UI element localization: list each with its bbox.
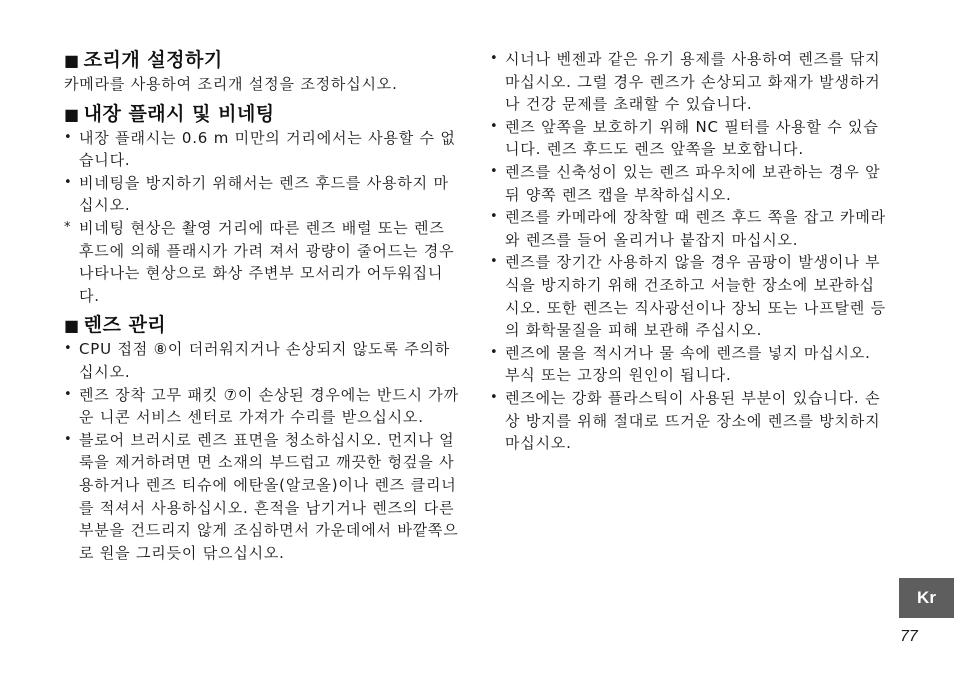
bullet-list — [490, 48, 890, 455]
bullet-marker: • — [490, 163, 499, 179]
bullet-list — [64, 127, 462, 308]
bullet-marker: • — [490, 118, 499, 134]
square-bullet-icon: ■ — [64, 316, 80, 336]
bullet-marker: • — [64, 431, 73, 447]
note-item: * 비네팅 현상은 촬영 거리에 따른 렌즈 배럴 또는 렌즈 후드에 의해 플래시가 가려 져서 광량이 줄어드는 경우 나타나는 현상으로 화상 주변부 모서리가 어두워집니다. — [64, 218, 455, 305]
section-lead-text: 카메라를 사용하여 조리개 설정을 조정하십시오. — [64, 75, 398, 93]
bullet-marker: • — [64, 174, 73, 190]
list-item: • 렌즈 앞쪽을 보호하기 위해 NC 필터를 사용할 수 있습니다. 렌즈 후드도 렌즈 앞쪽을 보호합니다. — [490, 117, 879, 159]
square-bullet-icon: ■ — [64, 104, 80, 124]
list-item: • 블로어 브러시로 렌즈 표면을 청소하십시오. 먼지나 얼룩을 제거하려면 면 소재의 부드럽고 깨끗한 헝겊을 사용하거나 렌즈 티슈에 에탄올(알코올)이나 렌즈 클리너를 적셔서 사용하십시오. 흔적을 남기거나 렌즈의 다른 부분을 건드리지 않게 조심하면서 가운데에서 바깥쪽으로 원을 그리듯이 닦으십시오. — [64, 430, 459, 562]
section-heading: ■ 렌즈 관리 — [64, 314, 167, 337]
bullet-marker: • — [490, 209, 499, 225]
section-lens-care — [64, 313, 462, 564]
square-bullet-icon: ■ — [64, 51, 80, 70]
list-item: • 렌즈 장착 고무 패킷 ⑦이 손상된 경우에는 반드시 가까운 니콘 서비스 센터로 가져가 수리를 받으십시오. — [64, 385, 459, 427]
bullet-marker: • — [490, 254, 499, 270]
bullet-marker: • — [64, 129, 73, 145]
list-item: • 시너나 벤젠과 같은 유기 용제를 사용하여 렌즈를 닦지 마십시오. 그럴 경우 렌즈가 손상되고 화재가 발생하거나 건강 문제를 초래할 수 있습니다. — [490, 50, 881, 114]
list-item: • 내장 플래시는 0.6 m 미만의 거리에서는 사용할 수 없습니다. — [64, 128, 456, 170]
list-item: • 비네팅을 방지하기 위해서는 렌즈 후드를 사용하지 마십시오. — [64, 173, 449, 215]
section-flash-vignetting — [64, 102, 462, 308]
language-tab: Kr — [899, 578, 954, 618]
page-number: 77 — [900, 628, 918, 645]
bullet-marker: • — [490, 389, 499, 405]
bullet-marker: • — [490, 51, 499, 66]
section-heading: ■ 조리개 설정하기 — [64, 49, 223, 71]
list-item: • 렌즈를 장기간 사용하지 않을 경우 곰팡이 발생이나 부식을 방지하기 위해 건조하고 서늘한 장소에 보관하십시오. 또한 렌즈는 직사광선이나 장뇌 또는 나프탈렌 등의 화학물질을 피해 보관해 주십시오. — [490, 253, 886, 340]
section-aperture — [64, 48, 462, 96]
left-column — [64, 48, 462, 568]
list-item: • 렌즈에 물을 적시거나 물 속에 렌즈를 넣지 마십시오. 부식 또는 고장의 원인이 됩니다. — [490, 343, 871, 385]
list-item: • 렌즈를 신축성이 있는 렌즈 파우치에 보관하는 경우 앞뒤 양쪽 렌즈 캡을 부착하십시오. — [490, 162, 881, 204]
right-column — [490, 48, 890, 455]
asterisk-marker: * — [64, 219, 72, 235]
bullet-marker: • — [64, 341, 73, 357]
list-item: • 렌즈에는 강화 플라스틱이 사용된 부분이 있습니다. 손상 방지를 위해 절대로 뜨거운 장소에 렌즈를 방치하지 마십시오. — [490, 388, 881, 453]
section-heading: ■ 내장 플래시 및 비네팅 — [64, 102, 275, 125]
bullet-marker: • — [490, 344, 499, 360]
list-item: • 렌즈를 카메라에 장착할 때 렌즈 후드 쪽을 잡고 카메라와 렌즈를 들어 올리거나 붙잡지 마십시오. — [490, 208, 886, 249]
bullet-list — [64, 338, 462, 564]
list-item: • CPU 접점 ⑧이 더러워지거나 손상되지 않도록 주의하십시오. — [64, 340, 451, 381]
bullet-marker: • — [64, 386, 73, 402]
